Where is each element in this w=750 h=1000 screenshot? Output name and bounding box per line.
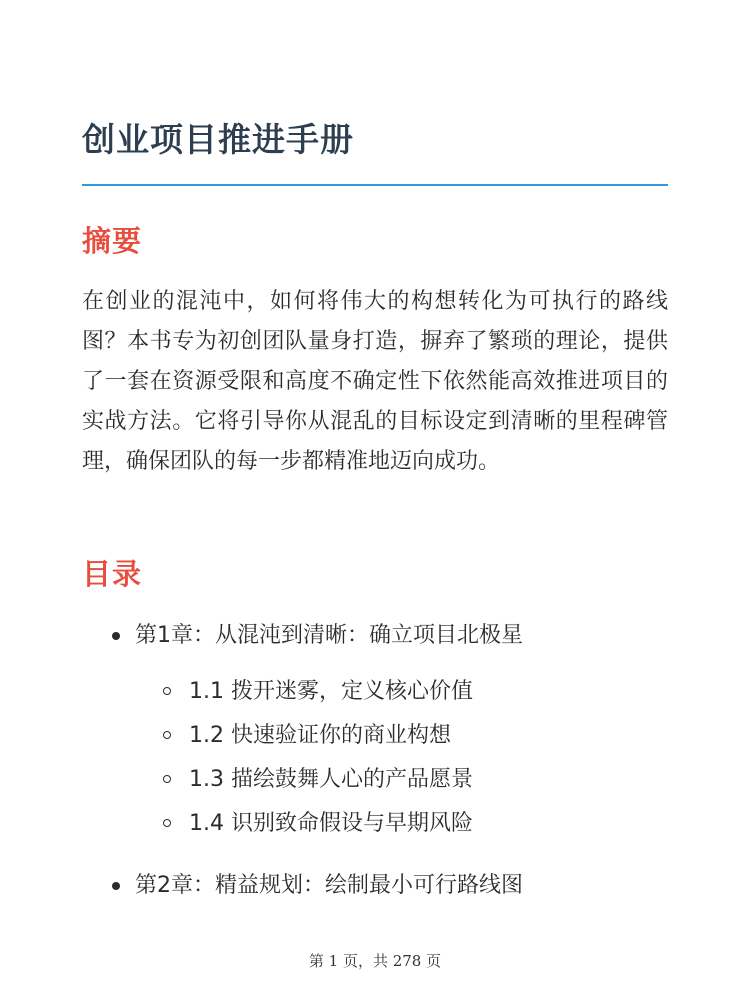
toc-section-1-2[interactable]	[135, 714, 668, 758]
hollow-bullet-icon	[163, 731, 171, 739]
toc-chapter-label[interactable]: 第1章：从混沌到清晰：确立项目北极星	[135, 623, 523, 648]
hollow-bullet-icon	[163, 819, 171, 827]
toc-section-1-3[interactable]	[135, 758, 668, 802]
abstract-heading: 摘要	[82, 224, 143, 258]
toc-chapter-2[interactable]	[82, 864, 668, 908]
toc-heading: 目录	[82, 557, 143, 591]
toc-section-1-4[interactable]	[135, 802, 668, 846]
toc-list	[82, 614, 668, 908]
toc-section-list	[135, 670, 668, 846]
page-number-footer: 第 1 页，共 278 页	[308, 952, 442, 970]
hollow-bullet-icon	[163, 687, 171, 695]
toc-section-1-1[interactable]	[135, 670, 668, 714]
toc-section-label[interactable]: 1.3 描绘鼓舞人心的产品愿景	[189, 767, 473, 792]
toc-chapter-1[interactable]	[82, 614, 668, 846]
bullet-icon	[112, 882, 120, 890]
bullet-icon	[112, 632, 120, 640]
document-title: 创业项目推进手册	[82, 120, 354, 159]
document-page	[82, 0, 668, 1000]
hollow-bullet-icon	[163, 775, 171, 783]
title-divider	[82, 184, 668, 186]
abstract-body: 在创业的混沌中，如何将伟大的构想转化为可执行的路线图？本书专为初创团队量身打造，摒弃了繁琐的理论，提供了一套在资源受限和高度不确定性下依然能高效推进项目的实战方法。它将引导你从混乱的目标设定到清晰的里程碑管理，确保团队的每一步都精准地迈向成功。	[82, 289, 668, 474]
toc-section-label[interactable]: 1.2 快速验证你的商业构想	[189, 723, 451, 748]
toc-section-label[interactable]: 1.4 识别致命假设与早期风险	[189, 811, 473, 836]
toc-chapter-label[interactable]: 第2章：精益规划：绘制最小可行路线图	[135, 873, 523, 898]
toc-section-label[interactable]: 1.1 拨开迷雾，定义核心价值	[189, 679, 473, 704]
